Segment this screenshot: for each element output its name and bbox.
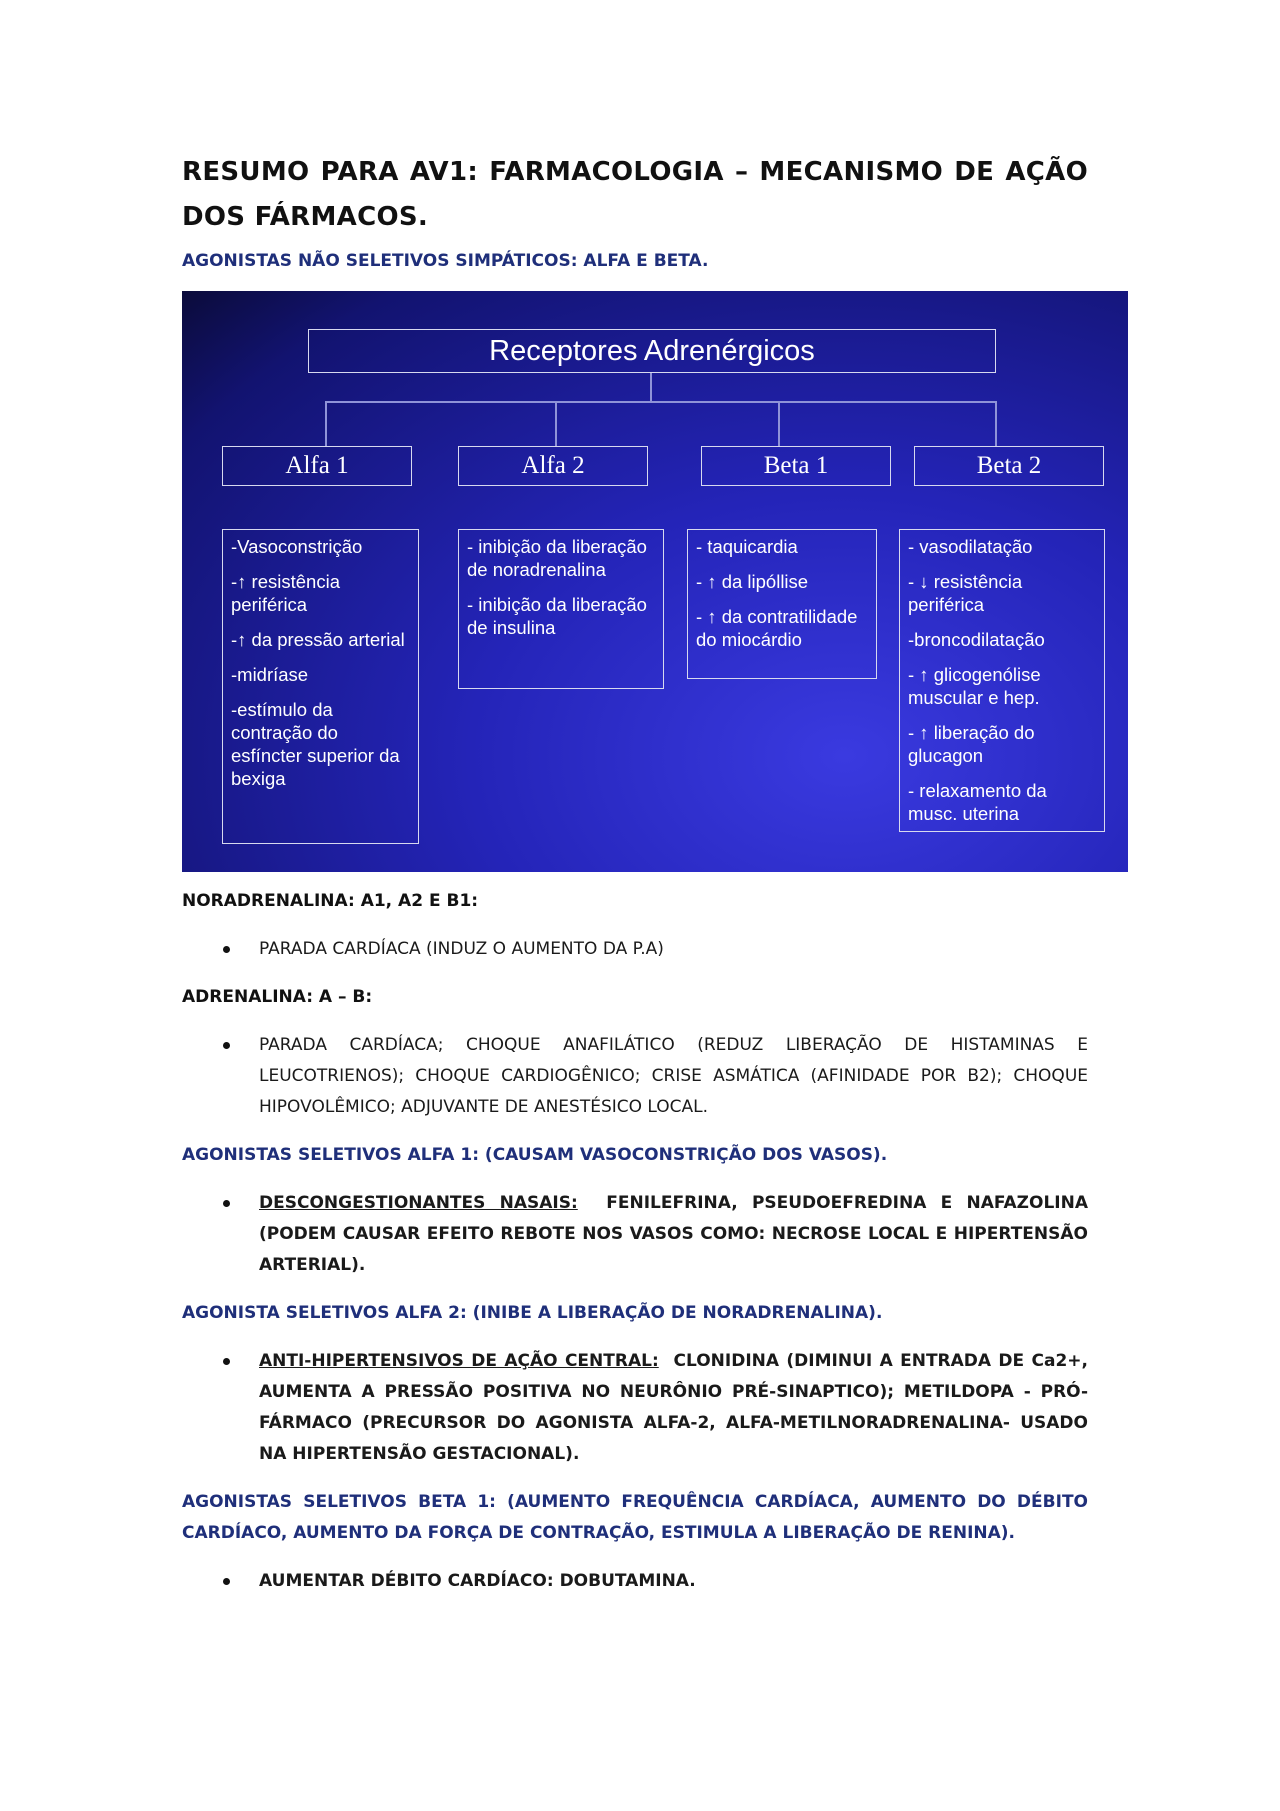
effects-beta-1 bbox=[687, 529, 877, 679]
heading-adrenalina: ADRENALINA: A – B: bbox=[182, 987, 373, 1007]
effect-item: -estímulo da contração do esfíncter superior da bexiga bbox=[231, 699, 400, 789]
slide-title: Receptores Adrenérgicos bbox=[308, 329, 996, 373]
document-page bbox=[182, 150, 1088, 1597]
effect-item: - ↑ da contratilidade do miocárdio bbox=[696, 606, 858, 650]
adrenergic-receptors-slide bbox=[182, 291, 1128, 872]
effect-item: - ↓ resistência periférica bbox=[908, 571, 1023, 615]
alfa1-list bbox=[182, 1188, 1088, 1281]
header-alfa-2: Alfa 2 bbox=[458, 446, 648, 486]
connector-alfa2 bbox=[555, 401, 557, 446]
beta1-list bbox=[182, 1566, 1088, 1597]
header-beta-1: Beta 1 bbox=[701, 446, 891, 486]
header-beta-2: Beta 2 bbox=[914, 446, 1104, 486]
item-text: FENILEFRINA, PSEUDOEFREDINA E NAFAZOLINA (PODEM CAUSAR EFEITO REBOTE NOS VASOS COMO: NECROSE LOCAL E HIPERTENSÃO ARTERIAL). bbox=[259, 1193, 1088, 1275]
effect-item: - inibição da liberação de insulina bbox=[467, 594, 647, 638]
effect-item: -↑ da pressão arterial bbox=[231, 629, 405, 650]
effect-item: - ↑ glicogenólise muscular e hep. bbox=[908, 664, 1041, 708]
effect-item: - taquicardia bbox=[696, 536, 798, 557]
alfa2-list bbox=[182, 1346, 1088, 1470]
effects-beta-2 bbox=[899, 529, 1105, 832]
list-item bbox=[182, 1346, 1088, 1470]
heading-beta1-seletivos: AGONISTAS SELETIVOS BETA 1: (AUMENTO FREQUÊNCIA CARDÍACA, AUMENTO DO DÉBITO CARDÍACO, AUMENTO DA FORÇA DE CONTRAÇÃO, ESTIMULA A LIBERAÇÃO DE RENINA). bbox=[182, 1492, 1088, 1543]
item-label: ANTI-HIPERTENSIVOS DE AÇÃO CENTRAL: bbox=[259, 1351, 659, 1371]
list-item bbox=[182, 1188, 1088, 1281]
document-title: RESUMO PARA AV1: FARMACOLOGIA – MECANISMO DE AÇÃO DOS FÁRMACOS. bbox=[182, 157, 1088, 232]
connector-alfa1 bbox=[325, 401, 327, 446]
effect-item: - vasodilatação bbox=[908, 536, 1033, 557]
list-item: PARADA CARDÍACA (INDUZ O AUMENTO DA P.A) bbox=[182, 934, 1088, 965]
adrenalina-list bbox=[182, 1030, 1088, 1123]
effect-item: -broncodilatação bbox=[908, 629, 1045, 650]
effect-item: - relaxamento da musc. uterina bbox=[908, 780, 1047, 824]
effect-item: -↑ resistência periférica bbox=[231, 571, 340, 615]
heading-agonistas-nao-seletivos: AGONISTAS NÃO SELETIVOS SIMPÁTICOS: ALFA E BETA. bbox=[182, 251, 709, 271]
effects-alfa-1 bbox=[222, 529, 419, 844]
effect-item: -midríase bbox=[231, 664, 309, 685]
connector-horizontal bbox=[325, 401, 995, 403]
item-text: CLONIDINA (DIMINUI A ENTRADA DE Ca2+, AUMENTA A PRESSÃO POSITIVA NO NEURÔNIO PRÉ-SINAPTICO); METILDOPA - PRÓ-FÁRMACO (PRECURSOR DO AGONISTA ALFA-2, ALFA-METILNORADRENALINA- USADO NA HIPERTENSÃO GESTACIONAL). bbox=[259, 1351, 1088, 1464]
noradrenalina-list bbox=[182, 934, 1088, 965]
connector-beta2 bbox=[995, 401, 997, 446]
effects-alfa-2 bbox=[458, 529, 664, 689]
heading-alfa1-seletivos: AGONISTAS SELETIVOS ALFA 1: (CAUSAM VASOCONSTRIÇÃO DOS VASOS). bbox=[182, 1145, 888, 1165]
list-item: AUMENTAR DÉBITO CARDÍACO: DOBUTAMINA. bbox=[182, 1566, 1088, 1597]
effect-item: - ↑ da lipóllise bbox=[696, 571, 809, 592]
connector-trunk bbox=[650, 372, 652, 402]
header-alfa-1: Alfa 1 bbox=[222, 446, 412, 486]
effect-item: - inibição da liberação de noradrenalina bbox=[467, 536, 647, 580]
effect-item: - ↑ liberação do glucagon bbox=[908, 722, 1035, 766]
item-label: DESCONGESTIONANTES NASAIS: bbox=[259, 1193, 578, 1213]
heading-noradrenalina: NORADRENALINA: A1, A2 E B1: bbox=[182, 891, 479, 911]
heading-alfa2-seletivos: AGONISTA SELETIVOS ALFA 2: (INIBE A LIBERAÇÃO DE NORADRENALINA). bbox=[182, 1303, 883, 1323]
list-item: PARADA CARDÍACA; CHOQUE ANAFILÁTICO (REDUZ LIBERAÇÃO DE HISTAMINAS E LEUCOTRIENOS); CHOQUE CARDIOGÊNICO; CRISE ASMÁTICA (AFINIDADE POR B2); CHOQUE HIPOVOLÊMICO; ADJUVANTE DE ANESTÉSICO LOCAL. bbox=[182, 1030, 1088, 1123]
connector-beta1 bbox=[778, 401, 780, 446]
effect-item: -Vasoconstrição bbox=[231, 536, 363, 557]
